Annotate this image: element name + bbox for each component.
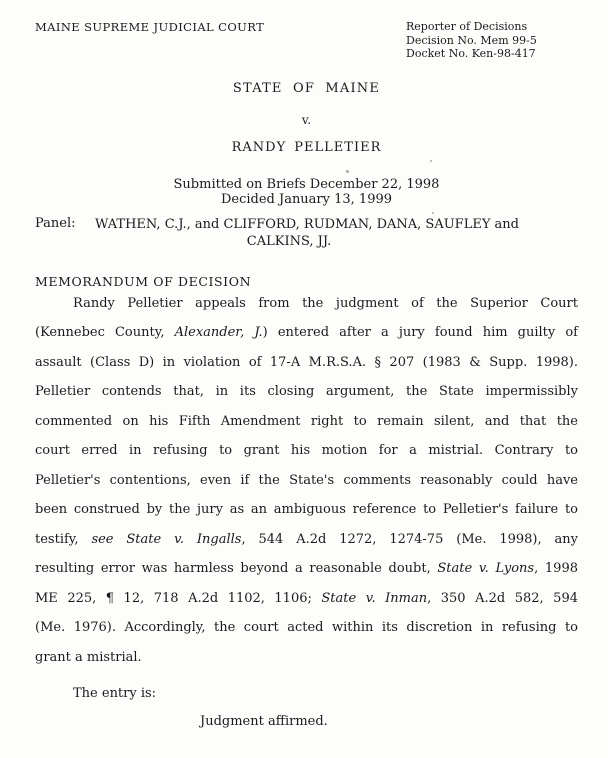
- entry-label: The entry is:: [73, 686, 157, 701]
- panel-label: Panel:: [35, 215, 76, 231]
- body-text-segment: Pelletier contends that, in its closing argument, the State impermissibly: [35, 384, 578, 399]
- memorandum-heading: MEMORANDUM OF DECISION: [35, 273, 252, 289]
- body-line: [35, 377, 578, 407]
- body-line: [35, 584, 578, 614]
- versus-label: v.: [301, 112, 312, 127]
- body-line: [35, 495, 578, 525]
- submitted-date: Submitted on Briefs December 22, 1998: [173, 176, 440, 192]
- court-name: MAINE SUPREME JUDICIAL COURT: [35, 20, 265, 34]
- case-dates: [35, 177, 578, 208]
- scan-artifact: [430, 160, 432, 162]
- docket-number: Docket No. Ken-98-417: [406, 47, 536, 60]
- body-line: [35, 289, 578, 319]
- body-text-segment: , 544 A.2d 1272, 1274-75 (Me. 1998), any: [241, 531, 578, 547]
- body-line: [35, 525, 578, 555]
- scan-artifact: [346, 170, 349, 173]
- case-citation: State v. Inman: [321, 590, 428, 606]
- body-text-segment: ) entered after a jury found him guilty of: [262, 325, 578, 340]
- body-text-segment: commented on his Fifth Amendment right to remain silent, and that the: [35, 413, 578, 429]
- case-defendant: RANDY PELLETIER: [231, 139, 382, 155]
- case-plaintiff: STATE OF MAINE: [232, 80, 381, 96]
- body-text-segment: (Kennebec County,: [35, 325, 175, 340]
- scan-artifact: [432, 212, 434, 214]
- decision-body: [35, 289, 578, 673]
- body-line: [35, 348, 578, 378]
- reporter-line: Reporter of Decisions: [406, 20, 528, 33]
- body-line: [35, 407, 578, 437]
- panel-section: [35, 216, 578, 250]
- body-line: [35, 554, 578, 584]
- body-text-segment: , 350 A.2d 582, 594: [427, 590, 578, 606]
- body-line: [35, 466, 578, 496]
- body-text-segment: ME 225, ¶ 12, 718 A.2d 1102, 1106;: [35, 590, 322, 606]
- case-citation: Alexander, J.: [174, 325, 263, 340]
- body-text-segment: , 1998: [534, 561, 578, 576]
- body-text-segment: court erred in refusing to grant his motion for a mistrial. Contrary to: [35, 443, 578, 458]
- page-header: [35, 20, 578, 61]
- body-text-segment: grant a mistrial.: [35, 649, 142, 665]
- panel-justices: [95, 216, 578, 250]
- body-line: [35, 318, 578, 348]
- body-line: [35, 613, 578, 643]
- body-line: [35, 436, 578, 466]
- case-citation: State v. Lyons: [437, 561, 535, 576]
- panel-line: CALKINS, JJ.: [246, 233, 332, 249]
- body-text-segment: been construed by the jury as an ambiguous reference to Pelletier's failure to: [35, 502, 578, 517]
- body-text-segment: Randy Pelletier appeals from the judgment of the Superior Court: [73, 295, 578, 311]
- body-text-segment: assault (Class D) in violation of 17-A M.R.S.A. § 207 (1983 & Supp. 1998).: [35, 354, 578, 370]
- body-text-segment: testify,: [35, 531, 92, 547]
- decided-date: Decided January 13, 1999: [220, 192, 393, 207]
- body-line: [35, 643, 578, 673]
- case-citation: see State v. Ingalls: [91, 531, 242, 547]
- body-text-segment: Pelletier's contentions, even if the State's comments reasonably could have: [35, 472, 578, 488]
- judgment-entry: Judgment affirmed.: [200, 714, 328, 729]
- reporter-block: [406, 20, 578, 61]
- body-text-segment: resulting error was harmless beyond a reasonable doubt,: [35, 561, 438, 576]
- decision-number: Decision No. Mem 99-5: [406, 33, 537, 47]
- body-text-segment: (Me. 1976). Accordingly, the court acted within its discretion in refusing to: [35, 620, 578, 635]
- panel-line: WATHEN, C.J., and CLIFFORD, RUDMAN, DANA, SAUFLEY and: [95, 216, 519, 232]
